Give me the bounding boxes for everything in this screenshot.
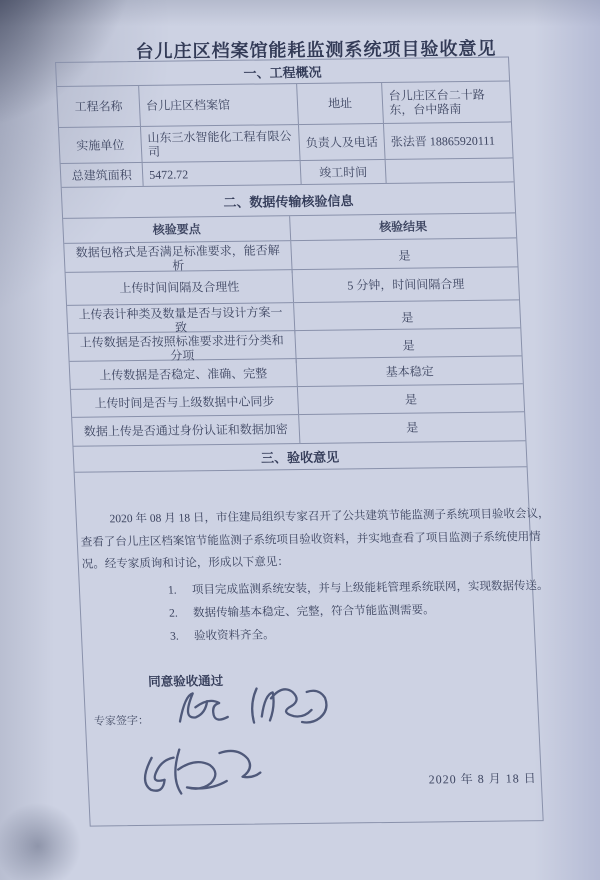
address-label: 地址 xyxy=(297,83,384,124)
paragraph-line: 查看了台儿庄区档案馆节能监测子系统项目验收资料，并实地查看了项目监测子系统使用情 xyxy=(80,530,542,549)
section3-title: 三、验收意见 xyxy=(73,441,526,473)
check-point: 上传表计种类及数量是否与设计方案一致 xyxy=(67,303,295,338)
check-point: 上传时间是否与上级数据中心同步 xyxy=(71,387,299,417)
section2-title: 二、数据传输核验信息 xyxy=(62,182,515,219)
table-row xyxy=(59,122,513,164)
check-point: 上传时间间隔及合理性 xyxy=(66,270,294,305)
check-result: 是 xyxy=(398,248,411,263)
expert-signature-label: 专家签字： xyxy=(93,714,150,728)
check-result: 5 分钟，时间间隔合理 xyxy=(346,277,465,293)
document-date: 2020 年 8 月 18 日 xyxy=(428,771,538,787)
list-item xyxy=(168,575,550,603)
list-item-text: 验收资料齐全。 xyxy=(193,629,275,643)
list-item-text: 项目完成监测系统安装，并与上级能耗管理系统联网，实现数据传送。 xyxy=(191,580,549,597)
list-item-number: 1. xyxy=(167,584,177,597)
check-result: 是 xyxy=(404,392,418,407)
table-row xyxy=(66,267,519,306)
list-item-text: 数据传输基本稳定、完整，符合节能监测需要。 xyxy=(192,604,435,620)
check-result: 是 xyxy=(405,420,419,435)
project-name-value: 台儿庄区档案馆 xyxy=(139,84,299,126)
check-point: 上传数据是否按照标准要求进行分类和分项 xyxy=(68,331,296,366)
implementer-label: 实施单位 xyxy=(59,127,143,163)
check-result-header: 核验结果 xyxy=(378,219,428,235)
expert-signature-handwriting-1 xyxy=(164,675,352,739)
check-result: 是 xyxy=(402,338,415,353)
contact-label: 负责人及电话 xyxy=(299,124,386,160)
acceptance-form-table xyxy=(55,56,550,826)
check-point: 数据包格式是否满足标准要求，能否解析 xyxy=(64,241,292,276)
check-result: 基本稳定 xyxy=(385,363,435,379)
opinion-list xyxy=(168,575,552,649)
paragraph-line: 况。经专家质询和讨论，形成以下意见： xyxy=(81,556,290,571)
check-point-header: 核验要点 xyxy=(63,216,291,243)
acceptance-opinion-cell xyxy=(75,467,550,825)
contact-value: 张法晋 18865920111 xyxy=(390,133,496,149)
section1-title: 一、工程概况 xyxy=(56,57,509,87)
check-point: 上传数据是否稳定、准确、完整 xyxy=(70,359,298,389)
completion-time-label: 竣工时间 xyxy=(301,160,387,184)
list-item-number: 3. xyxy=(169,630,180,643)
list-item xyxy=(170,621,552,649)
floor-area-value: 5472.72 xyxy=(143,161,302,186)
opinion-paragraph xyxy=(79,503,550,576)
floor-area-label: 总建筑面积 xyxy=(61,163,144,187)
list-item-number: 2. xyxy=(168,607,178,620)
table-row xyxy=(57,81,511,128)
completion-time-value xyxy=(386,158,514,183)
implementer-value: 山东三水智能化工程有限公司 xyxy=(141,125,301,162)
address-value: 台儿庄区台二十路东，台中路南 xyxy=(388,87,486,117)
conclusion-text: 同意验收通过 xyxy=(147,673,224,689)
expert-signature-handwriting-2 xyxy=(129,738,272,804)
check-result: 是 xyxy=(400,310,414,325)
project-name-label: 工程名称 xyxy=(57,86,141,127)
document-title: 台儿庄区档案馆能耗监测系统项目验收意见 xyxy=(135,38,497,62)
check-point: 数据上传是否通过身份认证和数据加密 xyxy=(72,415,300,446)
paragraph-line: 2020 年 08 月 18 日，市住建局组织专家召开了公共建筑节能监测子系统项目验收会议， xyxy=(109,507,550,526)
